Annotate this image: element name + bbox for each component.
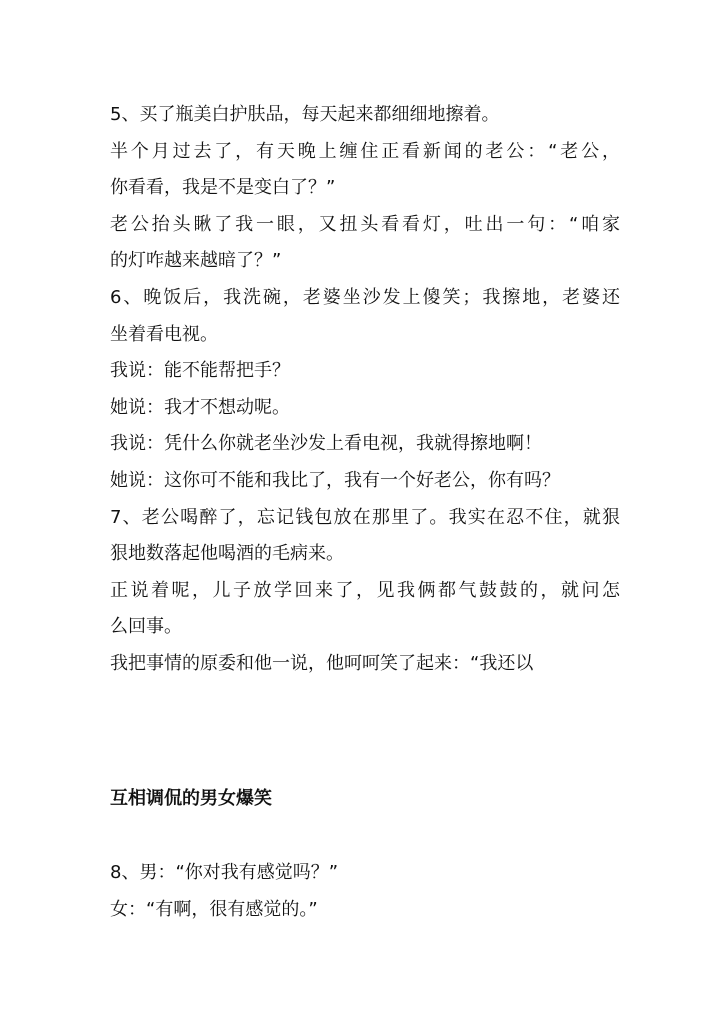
text-line: 我把事情的原委和他一说，他呵呵笑了起来：“我还以 [110,652,534,674]
text-line: 正说着呢，儿子放学回来了，见我俩都气鼓鼓的，就问怎 [110,579,620,601]
text-line: 女：“有啊，很有感觉的。” [110,898,318,920]
text-line: 她说：我才不想动呢。 [110,396,290,418]
text-line: 她说：这你可不能和我比了，我有一个好老公，你有吗？ [110,469,560,491]
body-text-block-after-heading [110,855,620,928]
text-line: 我说：凭什么你就老坐沙发上看电视，我就得擦地啊！ [110,433,542,455]
text-line: 狠地数落起他喝酒的毛病来。 [110,543,344,565]
text-line: 7、老公喝醉了，忘记钱包放在那里了。我实在忍不住，就狠 [110,506,620,528]
text-line: 6、晚饭后，我洗碗，老婆坐沙发上傻笑；我擦地，老婆还 [110,286,620,308]
text-line: 的灯咋越来越暗了？” [110,250,282,272]
text-line: 么回事。 [110,616,182,638]
section-heading: 互相调侃的男女爆笑 [110,788,272,809]
text-line: 5、买了瓶美白护肤品，每天起来都细细地擦着。 [110,104,500,125]
text-line: 我说：能不能帮把手？ [110,360,290,382]
text-line: 8、男：“你对我有感觉吗？” [110,862,339,883]
text-line: 坐着看电视。 [110,323,218,345]
body-text-block [110,97,620,683]
text-line: 老公抬头瞅了我一眼，又扭头看看灯，吐出一句：“咱家 [110,213,620,235]
text-line: 你看看，我是不是变白了？” [110,177,336,199]
text-line: 半个月过去了，有天晚上缠住正看新闻的老公：“老公， [110,140,620,162]
